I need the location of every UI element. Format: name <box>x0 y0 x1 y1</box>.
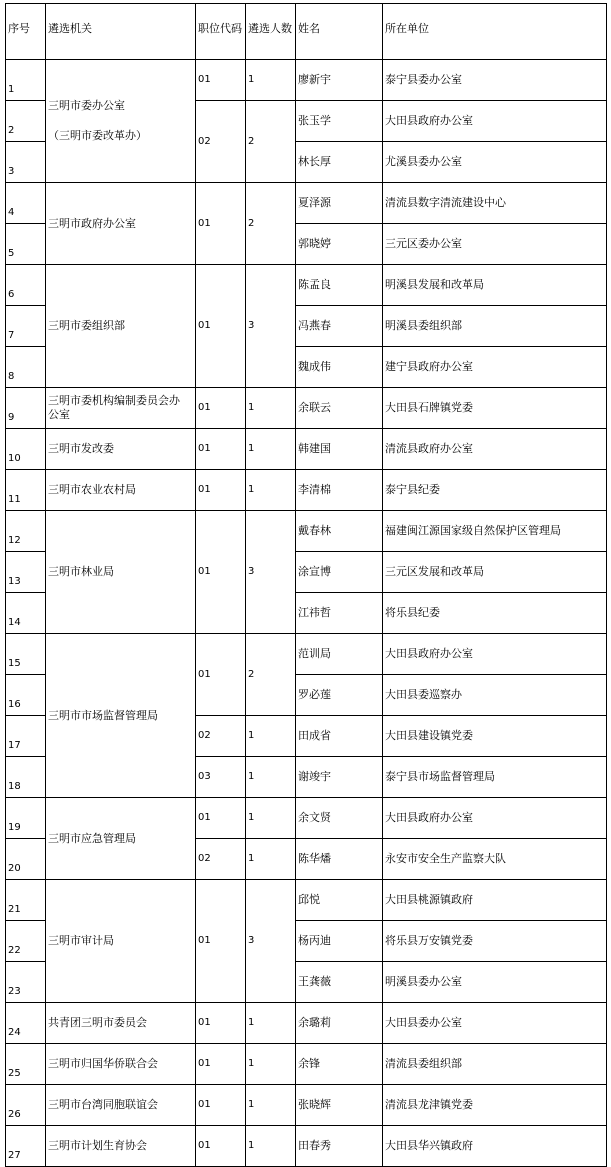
table-row <box>6 388 607 429</box>
agency-line: 三明市政府办公室 <box>48 216 136 230</box>
cell-position-code: 02 <box>196 839 246 880</box>
cell-name: 郭晓婷 <box>296 224 383 265</box>
agency-line: 三明市审计局 <box>48 934 114 947</box>
cell-seq: 14 <box>6 593 46 634</box>
cell-name: 田春秀 <box>296 1126 383 1167</box>
cell-agency <box>46 429 196 470</box>
cell-seq: 8 <box>6 347 46 388</box>
cell-agency <box>46 634 196 798</box>
cell-seq: 9 <box>6 388 46 429</box>
cell-seq: 23 <box>6 962 46 1003</box>
cell-seq: 20 <box>6 839 46 880</box>
cell-name: 韩建国 <box>296 429 383 470</box>
table-row <box>6 1003 607 1044</box>
table-body <box>6 60 607 1167</box>
cell-name: 王龚薇 <box>296 962 383 1003</box>
cell-seq: 16 <box>6 675 46 716</box>
cell-selection-count: 3 <box>246 880 296 1003</box>
header-name: 姓名 <box>296 4 383 60</box>
agency-line: 共青团三明市委员会 <box>48 1016 147 1029</box>
cell-selection-count: 3 <box>246 511 296 634</box>
cell-name: 田成省 <box>296 716 383 757</box>
cell-unit: 大田县政府办公室 <box>383 634 607 675</box>
cell-selection-count: 1 <box>246 757 296 798</box>
header-seq: 序号 <box>6 4 46 60</box>
cell-seq: 17 <box>6 716 46 757</box>
table-row <box>6 880 607 921</box>
cell-seq: 24 <box>6 1003 46 1044</box>
cell-position-code: 02 <box>196 101 246 183</box>
cell-name: 张玉学 <box>296 101 383 142</box>
cell-unit: 清流县政府办公室 <box>383 429 607 470</box>
cell-name: 陈孟良 <box>296 265 383 306</box>
table-row <box>6 1085 607 1126</box>
cell-agency <box>46 60 196 183</box>
agency-line: 三明市发改委 <box>48 442 114 455</box>
agency-line: 三明市委组织部 <box>48 319 125 332</box>
cell-unit: 将乐县万安镇党委 <box>383 921 607 962</box>
cell-seq: 1 <box>6 60 46 101</box>
cell-agency <box>46 1085 196 1126</box>
agency-line: （三明市委改革办） <box>48 129 147 142</box>
cell-position-code: 01 <box>196 429 246 470</box>
cell-unit: 大田县政府办公室 <box>383 798 607 839</box>
cell-unit: 尤溪县委办公室 <box>383 142 607 183</box>
cell-name: 范训局 <box>296 634 383 675</box>
cell-agency <box>46 1003 196 1044</box>
cell-unit: 大田县政府办公室 <box>383 101 607 142</box>
cell-selection-count: 1 <box>246 60 296 101</box>
cell-position-code: 01 <box>196 1003 246 1044</box>
cell-unit: 大田县委办公室 <box>383 1003 607 1044</box>
cell-name: 余联云 <box>296 388 383 429</box>
cell-selection-count: 2 <box>246 101 296 183</box>
cell-position-code: 01 <box>196 634 246 716</box>
selection-table <box>5 3 607 1167</box>
cell-selection-count: 1 <box>246 716 296 757</box>
cell-selection-count: 1 <box>246 798 296 839</box>
cell-selection-count: 1 <box>246 388 296 429</box>
cell-agency <box>46 1044 196 1085</box>
cell-unit: 泰宁县纪委 <box>383 470 607 511</box>
cell-unit: 将乐县纪委 <box>383 593 607 634</box>
cell-seq: 3 <box>6 142 46 183</box>
cell-position-code: 02 <box>196 716 246 757</box>
cell-seq: 2 <box>6 101 46 142</box>
table-row <box>6 60 607 101</box>
cell-unit: 清流县委组织部 <box>383 1044 607 1085</box>
agency-line: 三明市计划生育协会 <box>48 1139 147 1152</box>
cell-position-code: 01 <box>196 1085 246 1126</box>
cell-name: 江祎哲 <box>296 593 383 634</box>
cell-unit: 大田县华兴镇政府 <box>383 1126 607 1167</box>
cell-selection-count: 1 <box>246 429 296 470</box>
cell-name: 余文贤 <box>296 798 383 839</box>
cell-selection-count: 2 <box>246 183 296 265</box>
table-row <box>6 1044 607 1085</box>
cell-unit: 福建闽江源国家级自然保护区管理局 <box>383 511 607 552</box>
cell-name: 罗必莲 <box>296 675 383 716</box>
cell-name: 张晓辉 <box>296 1085 383 1126</box>
cell-seq: 7 <box>6 306 46 347</box>
cell-selection-count: 1 <box>246 1044 296 1085</box>
header-agency: 遴选机关 <box>46 4 196 60</box>
table-row <box>6 1126 607 1167</box>
agency-line: 三明市市场监督管理局 <box>48 708 158 722</box>
cell-name: 邱悦 <box>296 880 383 921</box>
cell-name: 李清棉 <box>296 470 383 511</box>
cell-selection-count: 1 <box>246 1126 296 1167</box>
cell-seq: 19 <box>6 798 46 839</box>
header-position-code: 职位代码 <box>196 4 246 60</box>
cell-seq: 11 <box>6 470 46 511</box>
header-unit: 所在单位 <box>383 4 607 60</box>
cell-seq: 18 <box>6 757 46 798</box>
cell-name: 魏成伟 <box>296 347 383 388</box>
cell-unit: 明溪县委办公室 <box>383 962 607 1003</box>
cell-unit: 大田县委巡察办 <box>383 675 607 716</box>
cell-name: 戴春林 <box>296 511 383 552</box>
agency-line: 三明市应急管理局 <box>48 831 136 845</box>
cell-seq: 6 <box>6 265 46 306</box>
cell-agency <box>46 183 196 265</box>
cell-unit: 明溪县发展和改革局 <box>383 265 607 306</box>
cell-name: 陈华燔 <box>296 839 383 880</box>
cell-seq: 15 <box>6 634 46 675</box>
cell-agency <box>46 798 196 880</box>
table-row <box>6 183 607 224</box>
cell-position-code: 01 <box>196 880 246 1003</box>
cell-position-code: 01 <box>196 798 246 839</box>
cell-name: 余锋 <box>296 1044 383 1085</box>
table-row <box>6 798 607 839</box>
cell-name: 林长厚 <box>296 142 383 183</box>
cell-unit: 清流县龙津镇党委 <box>383 1085 607 1126</box>
cell-agency <box>46 388 196 429</box>
cell-selection-count: 1 <box>246 1003 296 1044</box>
cell-unit: 明溪县委组织部 <box>383 306 607 347</box>
cell-position-code: 01 <box>196 60 246 101</box>
cell-unit: 三元区委办公室 <box>383 224 607 265</box>
cell-name: 廖新宇 <box>296 60 383 101</box>
cell-unit: 永安市安全生产监察大队 <box>383 839 607 880</box>
cell-unit: 三元区发展和改革局 <box>383 552 607 593</box>
cell-selection-count: 1 <box>246 839 296 880</box>
agency-line: 三明市委办公室 <box>48 99 125 112</box>
cell-unit: 泰宁县委办公室 <box>383 60 607 101</box>
cell-position-code: 03 <box>196 757 246 798</box>
cell-seq: 21 <box>6 880 46 921</box>
cell-seq: 5 <box>6 224 46 265</box>
cell-position-code: 01 <box>196 1044 246 1085</box>
cell-name: 涂宣博 <box>296 552 383 593</box>
cell-seq: 10 <box>6 429 46 470</box>
cell-seq: 26 <box>6 1085 46 1126</box>
cell-unit: 泰宁县市场监督管理局 <box>383 757 607 798</box>
header-row <box>6 4 607 60</box>
table-row <box>6 511 607 552</box>
cell-agency <box>46 511 196 634</box>
agency-line: 三明市归国华侨联合会 <box>48 1057 158 1070</box>
cell-seq: 27 <box>6 1126 46 1167</box>
cell-position-code: 01 <box>196 1126 246 1167</box>
table-row <box>6 634 607 675</box>
cell-agency <box>46 265 196 388</box>
cell-name: 余璐莉 <box>296 1003 383 1044</box>
cell-position-code: 01 <box>196 388 246 429</box>
cell-agency <box>46 880 196 1003</box>
cell-name: 谢竣宇 <box>296 757 383 798</box>
cell-seq: 12 <box>6 511 46 552</box>
cell-position-code: 01 <box>196 183 246 265</box>
cell-unit: 大田县桃源镇政府 <box>383 880 607 921</box>
cell-selection-count: 2 <box>246 634 296 716</box>
cell-name: 杨丙迪 <box>296 921 383 962</box>
agency-line: 三明市林业局 <box>48 565 114 578</box>
table-row <box>6 470 607 511</box>
cell-seq: 25 <box>6 1044 46 1085</box>
agency-line: 三明市委机构编制委员会办 <box>48 394 180 407</box>
cell-name: 冯燕春 <box>296 306 383 347</box>
cell-unit: 清流县数字清流建设中心 <box>383 183 607 224</box>
cell-selection-count: 3 <box>246 265 296 388</box>
agency-line: 三明市农业农村局 <box>48 483 136 496</box>
cell-seq: 13 <box>6 552 46 593</box>
header-selection-count: 遴选人数 <box>246 4 296 60</box>
cell-unit: 建宁县政府办公室 <box>383 347 607 388</box>
cell-unit: 大田县建设镇党委 <box>383 716 607 757</box>
cell-selection-count: 1 <box>246 470 296 511</box>
agency-line: 三明市台湾同胞联谊会 <box>48 1098 158 1111</box>
cell-seq: 4 <box>6 183 46 224</box>
table-row <box>6 265 607 306</box>
cell-agency <box>46 470 196 511</box>
agency-line: 公室 <box>48 408 70 421</box>
cell-name: 夏泽源 <box>296 183 383 224</box>
cell-unit: 大田县石牌镇党委 <box>383 388 607 429</box>
cell-selection-count: 1 <box>246 1085 296 1126</box>
cell-position-code: 01 <box>196 470 246 511</box>
cell-position-code: 01 <box>196 511 246 634</box>
cell-seq: 22 <box>6 921 46 962</box>
table-row <box>6 429 607 470</box>
cell-agency <box>46 1126 196 1167</box>
cell-position-code: 01 <box>196 265 246 388</box>
